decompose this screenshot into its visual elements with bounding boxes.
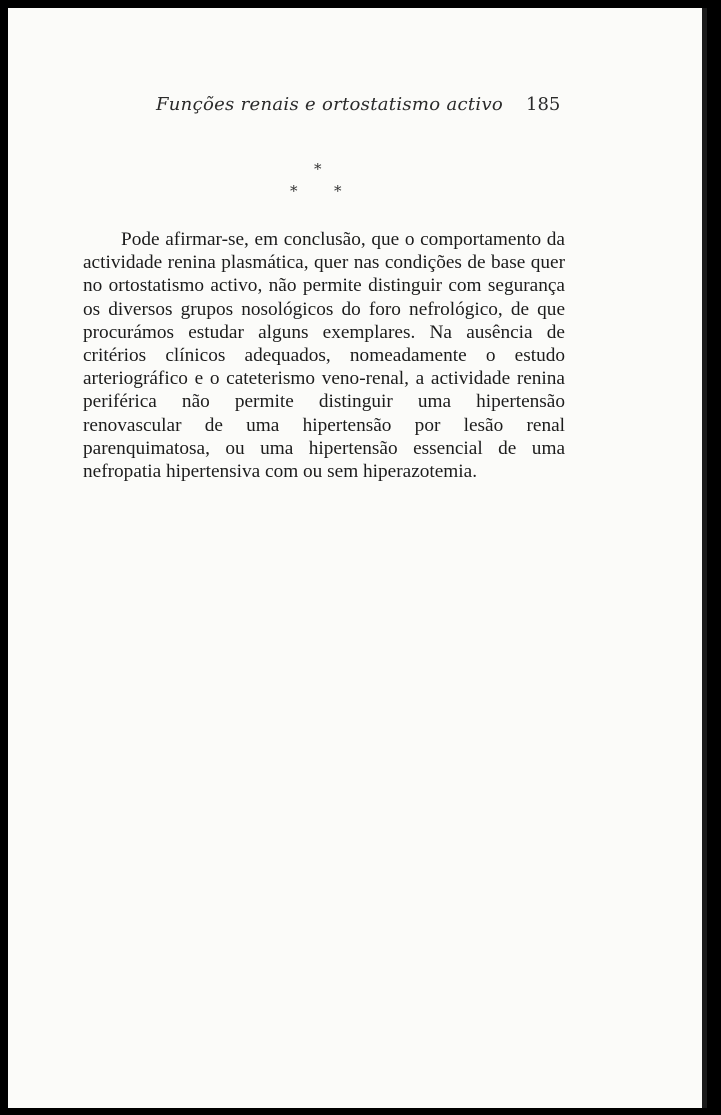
page-edge-shadow [702, 8, 707, 1108]
separator-star: * [314, 160, 322, 178]
conclusion-paragraph-block [83, 228, 565, 483]
book-page [8, 8, 702, 1108]
page-header [156, 94, 561, 124]
running-title: Funções renais e ortostatismo activo [156, 94, 504, 115]
page-number: 185 [526, 94, 561, 115]
separator-star: * [334, 182, 342, 200]
conclusion-paragraph: Pode afirmar-se, em conclusão, que o comportamento da actividade renina plasmática, quer nas condições de base quer no ortostatismo activo, não permite distinguir com segurança os diversos grupos nosológicos do foro nefrológico, de que procurámos estudar alguns exemplares. Na ausência de critérios clínicos adequados, nomeadamente o estudo arteriográfico e o cateterismo veno-renal, a actividade renina periférica não permite distinguir uma hipertensão renovascular de uma hipertensão por lesão renal parenquimatosa, ou uma hipertensão essencial de uma nefropatia hipertensiva com ou sem hiperazotemia. [83, 229, 565, 483]
separator-star: * [290, 182, 298, 200]
section-separator [278, 160, 368, 204]
